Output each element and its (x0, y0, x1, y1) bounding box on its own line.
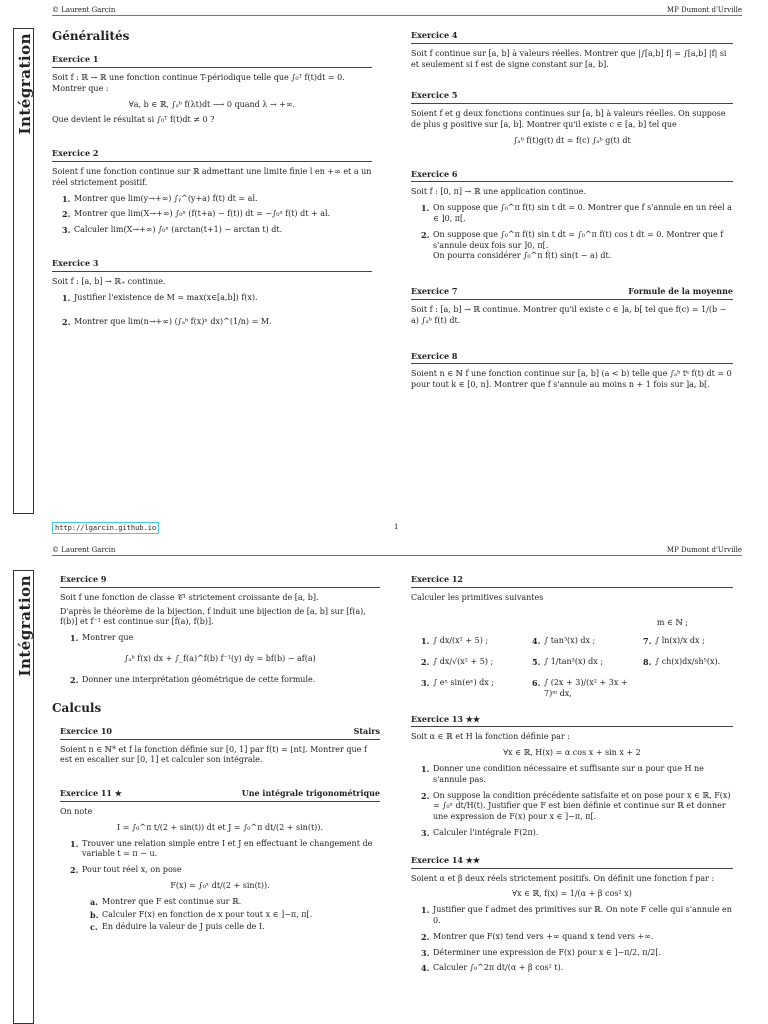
equation: I = ∫₀^π t/(2 + sin(t)) dt et J = ∫₀^π dt/(2 + sin(t)). (117, 822, 323, 832)
list-item: 3. Déterminer une expression de F(x) pour x ∈ ]−π/2, π/2[. (421, 947, 661, 958)
exercise-title: Exercice 1 (52, 54, 99, 65)
exercise-title: Exercice 10 (60, 725, 112, 736)
exercise-heading (60, 574, 380, 588)
exercise-subtitle: Formule de la moyenne (628, 286, 733, 297)
list-item-text: Montrer que lim(y→+∞) ∫ᵧ^(y+a) f(t) dt = al. (74, 193, 258, 203)
list-item-text: ∫ ch(x)dx/sh⁵(x). (655, 657, 721, 667)
list-item: 1. Trouver une relation simple entre I et J en effectuant le changement de variable t = π − u. (70, 839, 380, 861)
list-item: 6. ∫ (2x + 3)/(x² + 3x + 7)ᵐ dx, (532, 678, 637, 700)
exercise-text: Que devient le résultat si ∫₀ᵀ f(t)dt ≠ 0 ? (52, 115, 215, 125)
list-subitem: b. Calculer F(x) en fonction de x pour tout x ∈ ]−π, π[. (90, 909, 313, 920)
list-item-text: On suppose la condition précédente satisfaite et on pose pour x ∈ ℝ, F(x) = ∫₀ˣ dt/H(t). Justifier que F est bien définie et continue sur ℝ et donner une expression de F(x) pour x ∈ ]−π, π[. (433, 790, 731, 822)
list-item: 2. On suppose la condition précédente satisfaite et on pose pour x ∈ ℝ, F(x) = ∫₀ˣ dt/H(t). Justifier que F est bien définie et continue sur ℝ et donner une expression de F(x) pour x ∈ ]−π, π[. (421, 791, 733, 823)
list-item: 2. Pour tout réel x, on pose (70, 865, 182, 876)
list-item-text: Montrer que lim(n→+∞) (∫ₐᵇ f(x)ⁿ dx)^(1/n) = M. (74, 317, 272, 327)
header-author: © Laurent Garcin (52, 6, 116, 14)
list-item-text: ∫ dx/√(x² + 5) ; (433, 657, 494, 667)
list-item-text: Pour tout réel x, on pose (82, 865, 182, 875)
equation: ∫ₐᵇ f(t)g(t) dt = f(c) ∫ₐᵇ g(t) dt (513, 135, 631, 145)
list-item: 2. Donner une interprétation géométrique de cette formule. (70, 674, 316, 685)
list-item-text: Montrer que F(x) tend vers +∞ quand x tend vers +∞. (433, 931, 654, 941)
list-item: 1. Justifier que f admet des primitives sur ℝ. On note F celle qui s'annule en 0. (421, 905, 732, 925)
exercise-heading (60, 788, 380, 802)
list-item: 1. Montrer que lim(y→+∞) ∫ᵧ^(y+a) f(t) dt = al. (62, 193, 258, 204)
equation: ∫ₐᵇ f(x) dx + ∫_f(a)^f(b) f⁻¹(y) dy = bf(b) − af(a) (124, 653, 316, 663)
list-item: 2. ∫ dx/√(x² + 5) ; (421, 657, 494, 668)
list-item: 8. ∫ ch(x)dx/sh⁵(x). (643, 657, 721, 668)
exercise-title: Exercice 13 ★★ (411, 713, 481, 724)
equation: ∀a, b ∈ ℝ, ∫ₐᵇ f(λt)dt ⟶ 0 quand λ → +∞. (128, 99, 296, 109)
exercise-heading (52, 148, 372, 162)
list-item: 2. Montrer que F(x) tend vers +∞ quand x tend vers +∞. (421, 931, 654, 942)
exercise-text: Soit f : ℝ → ℝ une fonction continue T-périodique telle que ∫₀ᵀ f(t)dt = 0. Montrer que : (52, 72, 345, 93)
exercise-text: Soient n ∈ ℕ* et f la fonction définie sur [0, 1] par f(t) = ⌊nt⌋. Montrer que f est en escalier sur [0, 1] et calculer son intégrale. (60, 744, 367, 765)
exercise-text: Soient n ∈ ℕ f une fonction continue sur [a, b] (a < b) telle que ∫ₐᵇ tᵏ f(t) dt = 0 pour tout k ∈ [0, n]. Montrer que f s'annule au moins n + 1 fois sur ]a, b[. (411, 369, 732, 390)
exercise-text: Soient α et β deux réels strictement positifs. On définit une fonction f par : (411, 873, 715, 883)
list-item: 2. On suppose que ∫₀^π f(t) sin t dt = ∫₀^π f(t) cos t dt = 0. Montrer que f s'annule deux fois sur ]0, π[. On pourra considérer ∫₀^π f(t) sin(t − a) dt. (421, 230, 733, 262)
header-class: MP Dumont d'Urville (666, 6, 742, 14)
header-class: MP Dumont d'Urville (666, 546, 742, 554)
page-header (52, 546, 742, 556)
list-item-text: ∫ tan³(x) dx ; (544, 636, 596, 646)
list-item-text: ∫ eˣ sin(eˣ) dx ; (433, 677, 494, 687)
exercise-text: Calculer les primitives suivantes (411, 592, 544, 602)
list-item-text: Justifier que f admet des primitives sur ℝ. On note F celle qui s'annule en 0. (433, 905, 732, 925)
exercise-heading (411, 574, 733, 588)
list-item: 1. Montrer que (70, 633, 134, 644)
exercise-text: Soit f continue sur [a, b] à valeurs réelles. Montrer que |∫[a,b] f| = ∫[a,b] |f| si et seulement si f est de signe constant sur [a, b]. (411, 48, 727, 69)
page-2 (0, 540, 768, 1024)
exercise-title: Exercice 2 (52, 148, 99, 159)
list-item: 3. Calculer l'intégrale F(2π). (421, 827, 539, 838)
exercise-title: Exercice 6 (411, 168, 458, 179)
list-item: 3. Calculer lim(X→+∞) ∫₀ˣ (arctan(t+1) − arctan t) dt. (62, 225, 283, 236)
exercise-heading (411, 30, 733, 44)
list-subitem: a. Montrer que F est continue sur ℝ. (90, 896, 242, 907)
list-item: 1. Justifier l'existence de M = max(x∈[a,b]) f(x). (62, 292, 258, 303)
exercise-title: Exercice 12 (411, 574, 463, 584)
right-column (411, 566, 733, 979)
exercise-text: Soit f : [a, b] → ℝ₊ continue. (52, 276, 166, 286)
equation: F(x) = ∫₀ˣ dt/(2 + sin(t)). (170, 880, 270, 890)
list-subitem: c. En déduire la valeur de J puis celle de I. (90, 922, 265, 933)
left-column (52, 22, 372, 333)
list-item: 1. ∫ dx/(x² + 5) ; (421, 636, 489, 647)
list-item-text: Calculer ∫₀^2π dt/(α + β cos² t). (433, 963, 564, 973)
list-item-text: Trouver une relation simple entre I et J en effectuant le changement de variable t = π − u. (82, 838, 373, 859)
list-item-text (433, 230, 733, 262)
left-column (52, 566, 380, 935)
exercise-heading (411, 855, 733, 869)
exercise-heading (411, 90, 733, 104)
list-item: 4. Calculer ∫₀^2π dt/(α + β cos² t). (421, 963, 564, 974)
list-item: 1. Donner une condition nécessaire et suffisante sur α pour que H ne s'annule pas. (421, 764, 733, 786)
page-number: 1 (394, 523, 399, 531)
exercise-subtitle: Une intégrale trigonométrique (241, 788, 380, 799)
list-item: 2. Montrer que lim(X→+∞) ∫₀ˣ (f(t+a) − f(t)) dt = −∫₀ᵃ f(t) dt + al. (62, 209, 331, 220)
exercise-heading (411, 351, 733, 365)
exercise-text: Soit f : [a, b] → ℝ continue. Montrer qu'il existe c ∈ ]a, b[ tel que f(c) = 1/(b − a) ∫ₐᵇ f(t) dt. (411, 304, 727, 325)
equation: ∀x ∈ ℝ, H(x) = α cos x + sin x + 2 (503, 748, 641, 758)
exercise-title: Exercice 4 (411, 30, 458, 40)
list-item-text: Déterminer une expression de F(x) pour x ∈ ]−π/2, π/2[. (433, 947, 661, 957)
list-subitem-text: Calculer F(x) en fonction de x pour tout x ∈ ]−π, π[. (102, 909, 313, 919)
list-item-text: ∫ 1/tan³(x) dx ; (544, 657, 604, 667)
chapter-sidebar (13, 28, 34, 514)
list-subitem-text: Montrer que F est continue sur ℝ. (102, 896, 242, 906)
section-title: Calculs (52, 700, 102, 715)
list-item-text: ∫ ln(x)/x dx ; (655, 636, 705, 646)
exercise-text: Soit f : [0, π] → ℝ une application continue. (411, 187, 587, 197)
list-item-text: Montrer que lim(X→+∞) ∫₀ˣ (f(t+a) − f(t)) dt = −∫₀ᵃ f(t) dt + al. (74, 209, 331, 219)
exercise-text: Soit α ∈ ℝ et H la fonction définie par : (411, 732, 570, 742)
equation: ∀x ∈ ℝ, f(x) = 1/(α + β cos² x) (512, 889, 632, 899)
list-item-text: Calculer l'intégrale F(2π). (433, 827, 539, 837)
list-item: 2. Montrer que lim(n→+∞) (∫ₐᵇ f(x)ⁿ dx)^(1/n) = M. (62, 317, 272, 328)
header-author: © Laurent Garcin (52, 546, 116, 554)
exercise-heading (52, 54, 372, 68)
exercise-heading (411, 286, 733, 300)
list-item-text: ∫ dx/(x² + 5) ; (433, 636, 489, 646)
exercise-subtitle: Stairs (353, 725, 380, 736)
exercise-title: Exercice 7 (411, 286, 458, 297)
list-item-text: Montrer que (82, 633, 134, 643)
footer-link[interactable]: http://lgarcin.github.io (52, 522, 159, 534)
list-item: 3. ∫ eˣ sin(eˣ) dx ; (421, 678, 526, 700)
list-item-hint: On pourra considérer ∫₀^π f(t) sin(t − a) dt. (433, 251, 612, 261)
list-item-text: On suppose que ∫₀^π f(t) sin t dt = 0. Montrer que f s'annule en un réel a ∈ ]0, π[. (433, 203, 732, 223)
primitives-list (421, 636, 733, 699)
exercise-heading (60, 726, 380, 740)
exercise-title: Exercice 3 (52, 257, 99, 268)
page-header (52, 6, 742, 16)
exercise-text: Soient f et g deux fonctions continues sur [a, b] à valeurs réelles. On suppose de plus g positive sur [a, b]. Montrer qu'il existe c ∈ [a, b] tel que (411, 109, 726, 129)
exercise-heading (52, 258, 372, 272)
right-column (411, 22, 733, 394)
exercise-text: Soit f une fonction de classe 𝒞¹ strictement croissante de [a, b]. (60, 592, 319, 602)
list-item-sentence: On suppose que ∫₀^π f(t) sin t dt = ∫₀^π f(t) cos t dt = 0. Montrer que f s'annule deux fois sur ]0, π[. (433, 229, 724, 250)
list-item-text: Calculer lim(X→+∞) ∫₀ˣ (arctan(t+1) − arctan t) dt. (74, 225, 283, 235)
exercise-text: On note (60, 806, 93, 816)
list-item-text: Donner une interprétation géométrique de cette formule. (82, 674, 316, 684)
chapter-title: Intégration (16, 33, 34, 135)
exercise-title: Exercice 9 (60, 574, 107, 584)
list-item: 4. ∫ tan³(x) dx ; (532, 636, 596, 647)
exercise-title: Exercice 14 ★★ (411, 854, 481, 865)
list-item-text: Justifier l'existence de M = max(x∈[a,b]) f(x). (74, 292, 258, 302)
exercise-title: Exercice 8 (411, 350, 458, 361)
exercise-heading (411, 169, 733, 183)
exercise-text: D'après le théorème de la bijection, f induit une bijection de [a, b] sur [f(a), f(b)] et f⁻¹ est continue sur [f(a), f(b)]. (60, 606, 366, 627)
list-item: 7. ∫ ln(x)/x dx ; (643, 636, 705, 647)
list-item-text: ∫ (2x + 3)/(x² + 3x + 7)ᵐ dx, (544, 677, 628, 698)
exercise-text: Soient f une fonction continue sur ℝ admettant une limite finie l en +∞ et a un réel strictement positif. (52, 166, 372, 187)
exercise-heading (411, 714, 733, 728)
chapter-title: Intégration (16, 575, 34, 677)
chapter-sidebar (13, 570, 34, 1024)
exercise-note: m ∈ ℕ ; (656, 617, 688, 627)
section-title: Généralités (52, 29, 130, 43)
list-item: 1. On suppose que ∫₀^π f(t) sin t dt = 0. Montrer que f s'annule en un réel a ∈ ]0, π[. (421, 203, 732, 223)
exercise-title: Exercice 11 ★ (60, 788, 122, 799)
list-subitem-text: En déduire la valeur de J puis celle de I. (102, 922, 265, 932)
list-item-text: Donner une condition nécessaire et suffisante sur α pour que H ne s'annule pas. (433, 763, 704, 784)
exercise-title: Exercice 5 (411, 90, 458, 101)
list-item: 5. ∫ 1/tan³(x) dx ; (532, 657, 604, 668)
